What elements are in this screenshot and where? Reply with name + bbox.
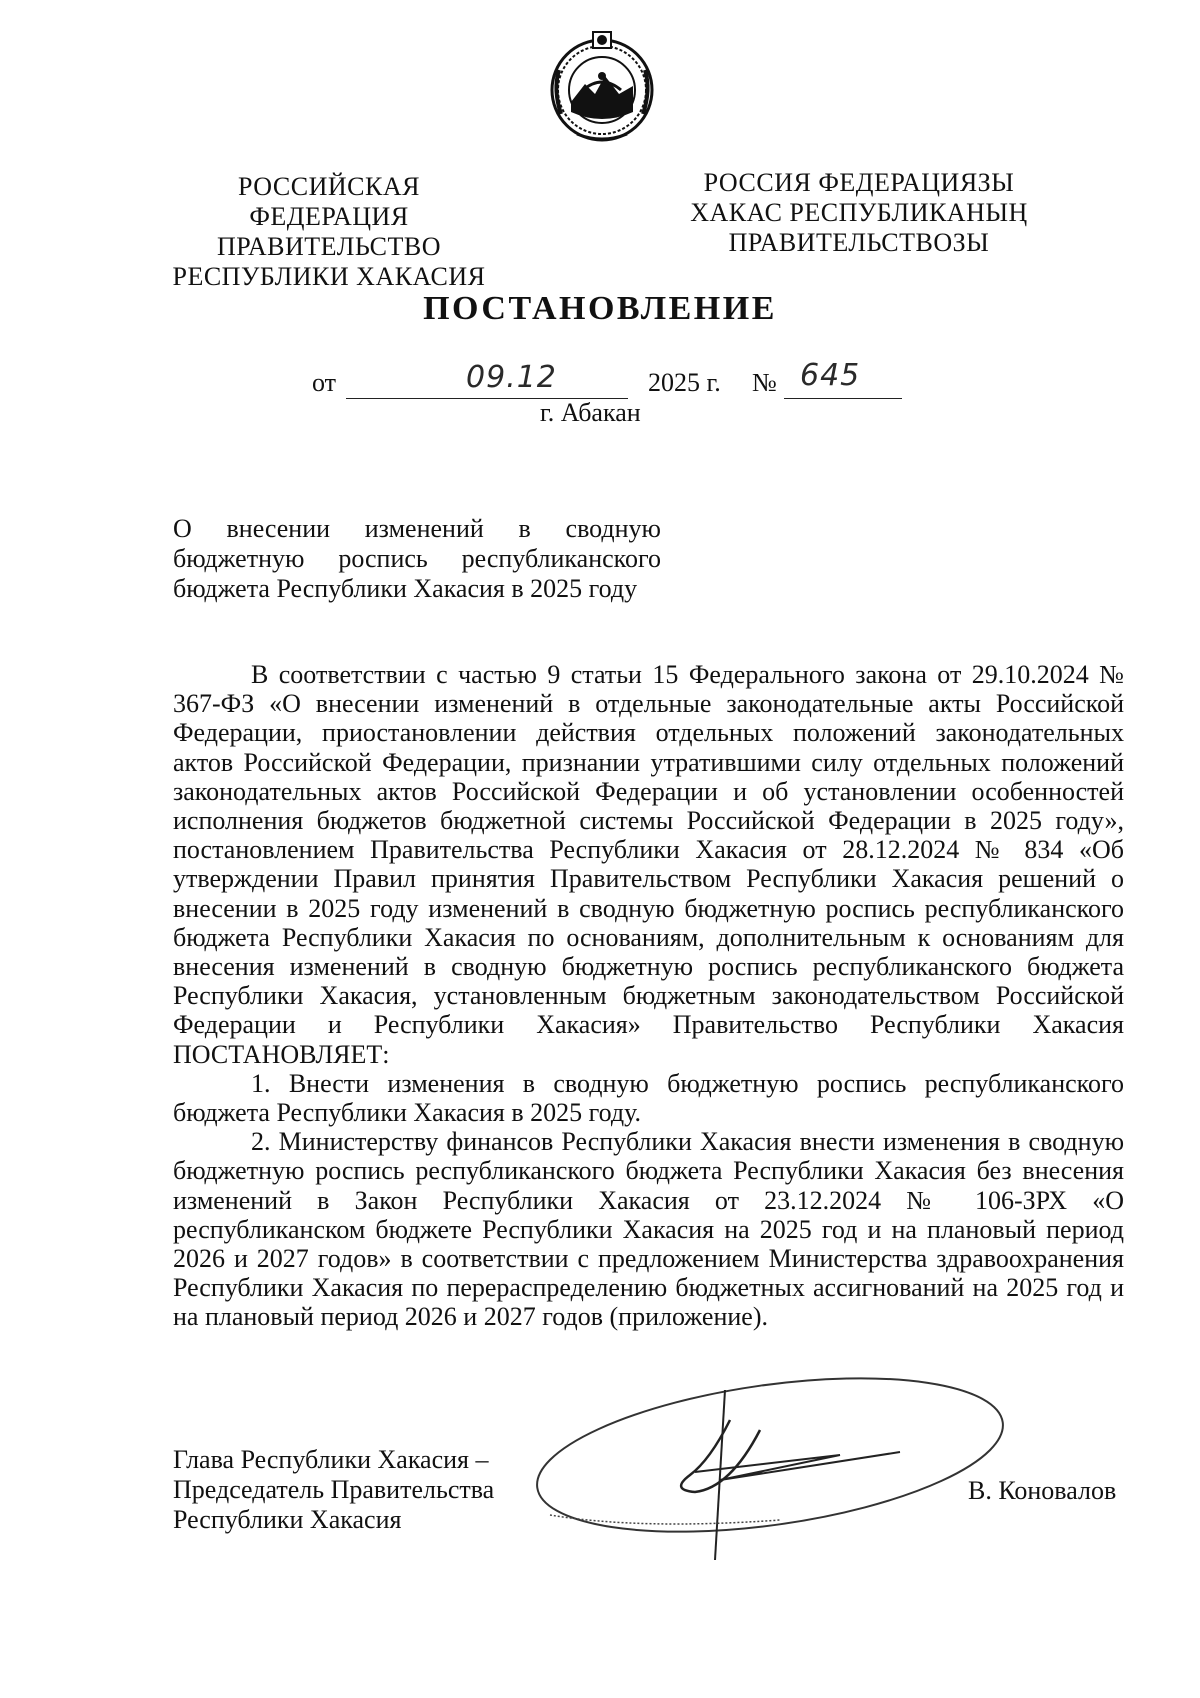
handwritten-date: 09.12: [466, 360, 557, 395]
header-right-line: ПРАВИТЕЛЬСТВОЗЫ: [728, 228, 990, 257]
signatory-position: [173, 1445, 533, 1535]
signatory-position-line: Глава Республики Хакасия –: [173, 1445, 489, 1474]
header-right-khakas: [690, 168, 1028, 258]
document-subject: [173, 514, 661, 604]
handwritten-number: 645: [800, 358, 861, 393]
header-right-line: РОССИЯ ФЕДЕРАЦИЯЗЫ: [703, 168, 1015, 197]
signatory-name: В. Коновалов: [968, 1476, 1117, 1505]
khakassia-coat-of-arms-icon: [547, 30, 657, 145]
body-paragraph-item-2: 2. Министерству финансов Республики Хакасия внести изменения в сводную бюджетную роспись республиканского бюджета Республики Хакасия без внесения изменений в Закон Республики Хакасия от 23.12.2024 № 106-ЗРХ «О республиканском бюджете Республики Хакасия на 2025 год и на плановый период 2026 и 2027 годов» в соответствии с предложением Министерства здравоохранения Республики Хакасия по перераспределению бюджетных ассигнований на 2025 год и на плановый период 2026 и 2027 годов (приложение).: [173, 1127, 1124, 1332]
subject-line: бюджетную роспись республиканского: [173, 544, 661, 573]
year-label: 2025 г.: [648, 368, 721, 397]
header-left-russian: [160, 172, 498, 292]
from-label: от: [312, 368, 337, 397]
signatory-position-line: Председатель Правительства: [173, 1475, 495, 1504]
subject-line: О внесении изменений в сводную: [173, 514, 661, 543]
body-paragraph-item-1: 1. Внести изменения в сводную бюджетную роспись республиканского бюджета Республики Хакасия в 2025 году.: [173, 1068, 1124, 1128]
header-left-line: РОССИЙСКАЯ ФЕДЕРАЦИЯ: [238, 172, 420, 231]
number-underline: [784, 398, 902, 399]
number-label: №: [752, 368, 777, 397]
handwritten-signature: [520, 1370, 1160, 1570]
document-body: [173, 660, 1124, 1332]
signatory-position-line: Республики Хакасия: [173, 1505, 402, 1534]
subject-line: бюджета Республики Хакасия в 2025 году: [173, 574, 638, 603]
document-title: ПОСТАНОВЛЕНИЕ: [423, 290, 777, 327]
body-paragraph-preamble: В соответствии с частью 9 статьи 15 Федерального закона от 29.10.2024 № 367-ФЗ «О внесении изменений в отдельные законодательные акты Российской Федерации, приостановлении действия отдельных положений законодательных актов Российской Федерации, признании утратившими силу отдельных положений законодательных актов Российской Федерации и об установлении особенностей исполнения бюджетов бюджетной системы Российской Федерации в 2025 году», постановлением Правительства Республики Хакасия от 28.12.2024 № 834 «Об утверждении Правил принятия Правительством Республики Хакасия решений о внесении в 2025 году изменений в сводную бюджетную роспись республиканского бюджета Республики Хакасия по основаниям, дополнительным к основаниям для внесения изменений в сводную бюджетную роспись республиканского бюджета Республики Хакасия, установленным бюджетным законодательством Российской Федерации и Республики Хакасия» Правительство Республики Хакасия ПОСТАНОВЛЯЕТ:: [173, 660, 1124, 1069]
header-right-line: ХАКАС РЕСПУБЛИКАНЫҢ: [690, 198, 1028, 227]
header-left-line: РЕСПУБЛИКИ ХАКАСИЯ: [172, 262, 486, 291]
city-label: г. Абакан: [540, 398, 641, 427]
header-left-line: ПРАВИТЕЛЬСТВО: [217, 232, 441, 261]
date-number-line: [0, 358, 1200, 402]
